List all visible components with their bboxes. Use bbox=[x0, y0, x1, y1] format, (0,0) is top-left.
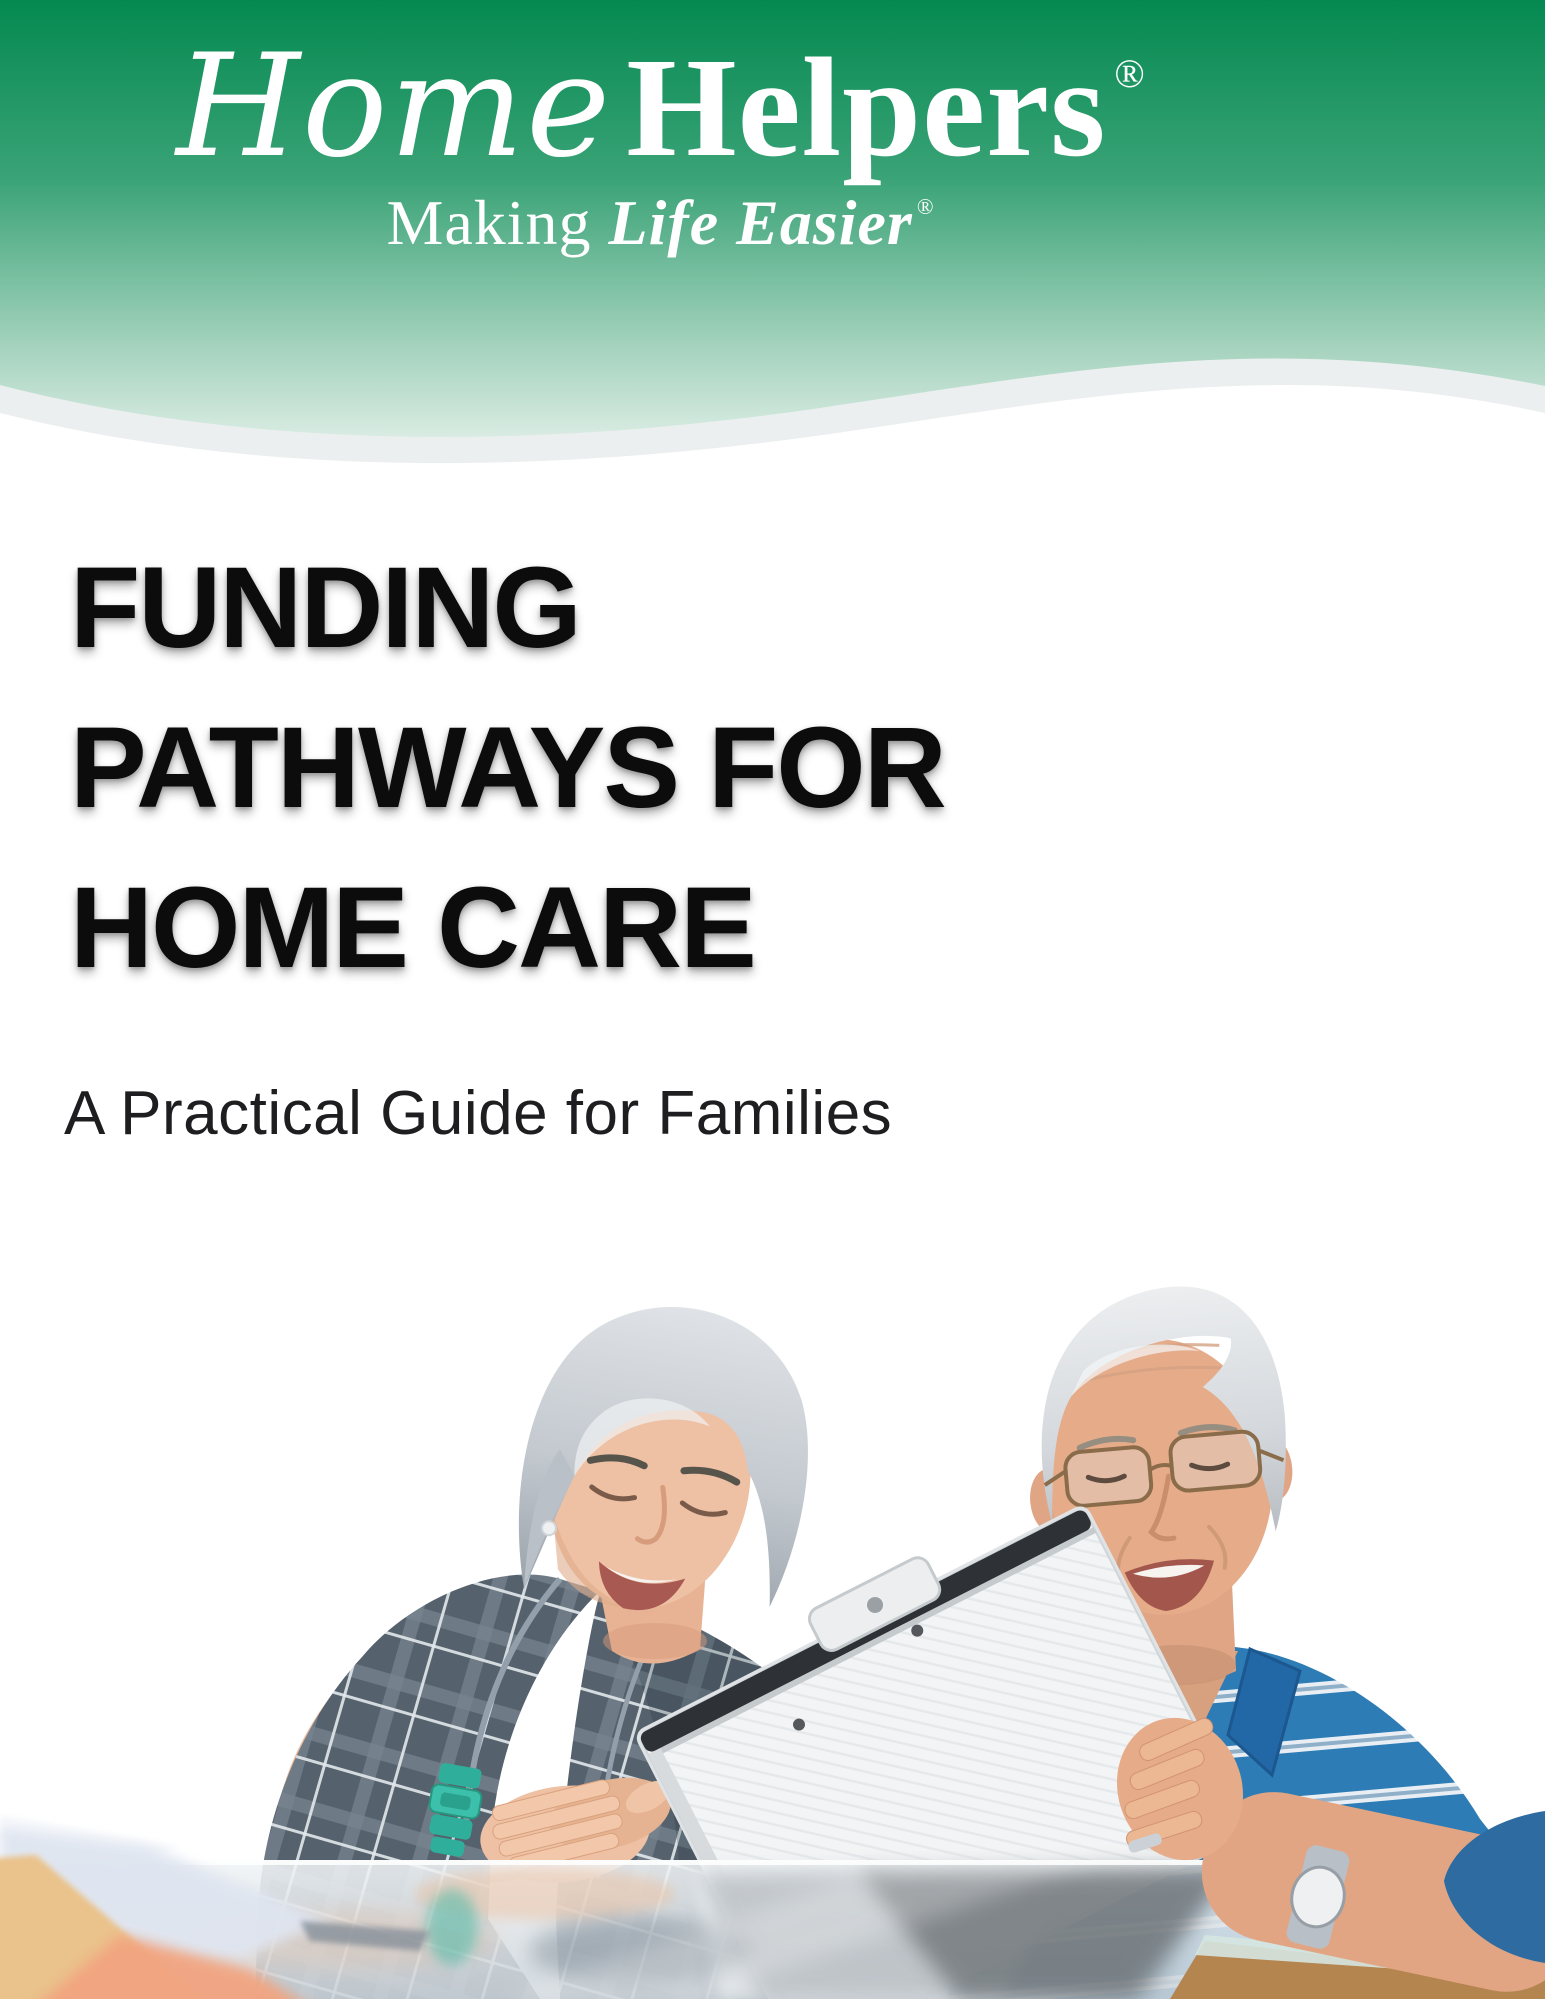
brand-tagline bbox=[176, 186, 1145, 260]
logo-registered-mark: ® bbox=[1114, 51, 1145, 96]
brand-logo-wordmark bbox=[176, 24, 1145, 189]
tagline-prefix: Making bbox=[386, 187, 609, 259]
brand-logo bbox=[176, 24, 1145, 260]
logo-word-home: Home bbox=[176, 24, 613, 189]
tagline-emphasis: Life Easier bbox=[608, 187, 913, 259]
title-line-2: PATHWAYS FOR bbox=[70, 704, 945, 832]
cover-photo-illustration bbox=[0, 1179, 1545, 1999]
title-line-3: HOME CARE bbox=[70, 864, 755, 992]
document-title bbox=[70, 528, 945, 1008]
logo-word-helpers: Helpers bbox=[626, 28, 1107, 186]
document-subtitle: A Practical Guide for Families bbox=[64, 1079, 893, 1148]
tagline-registered-mark: ® bbox=[916, 194, 935, 220]
title-line-1: FUNDING bbox=[70, 544, 580, 672]
